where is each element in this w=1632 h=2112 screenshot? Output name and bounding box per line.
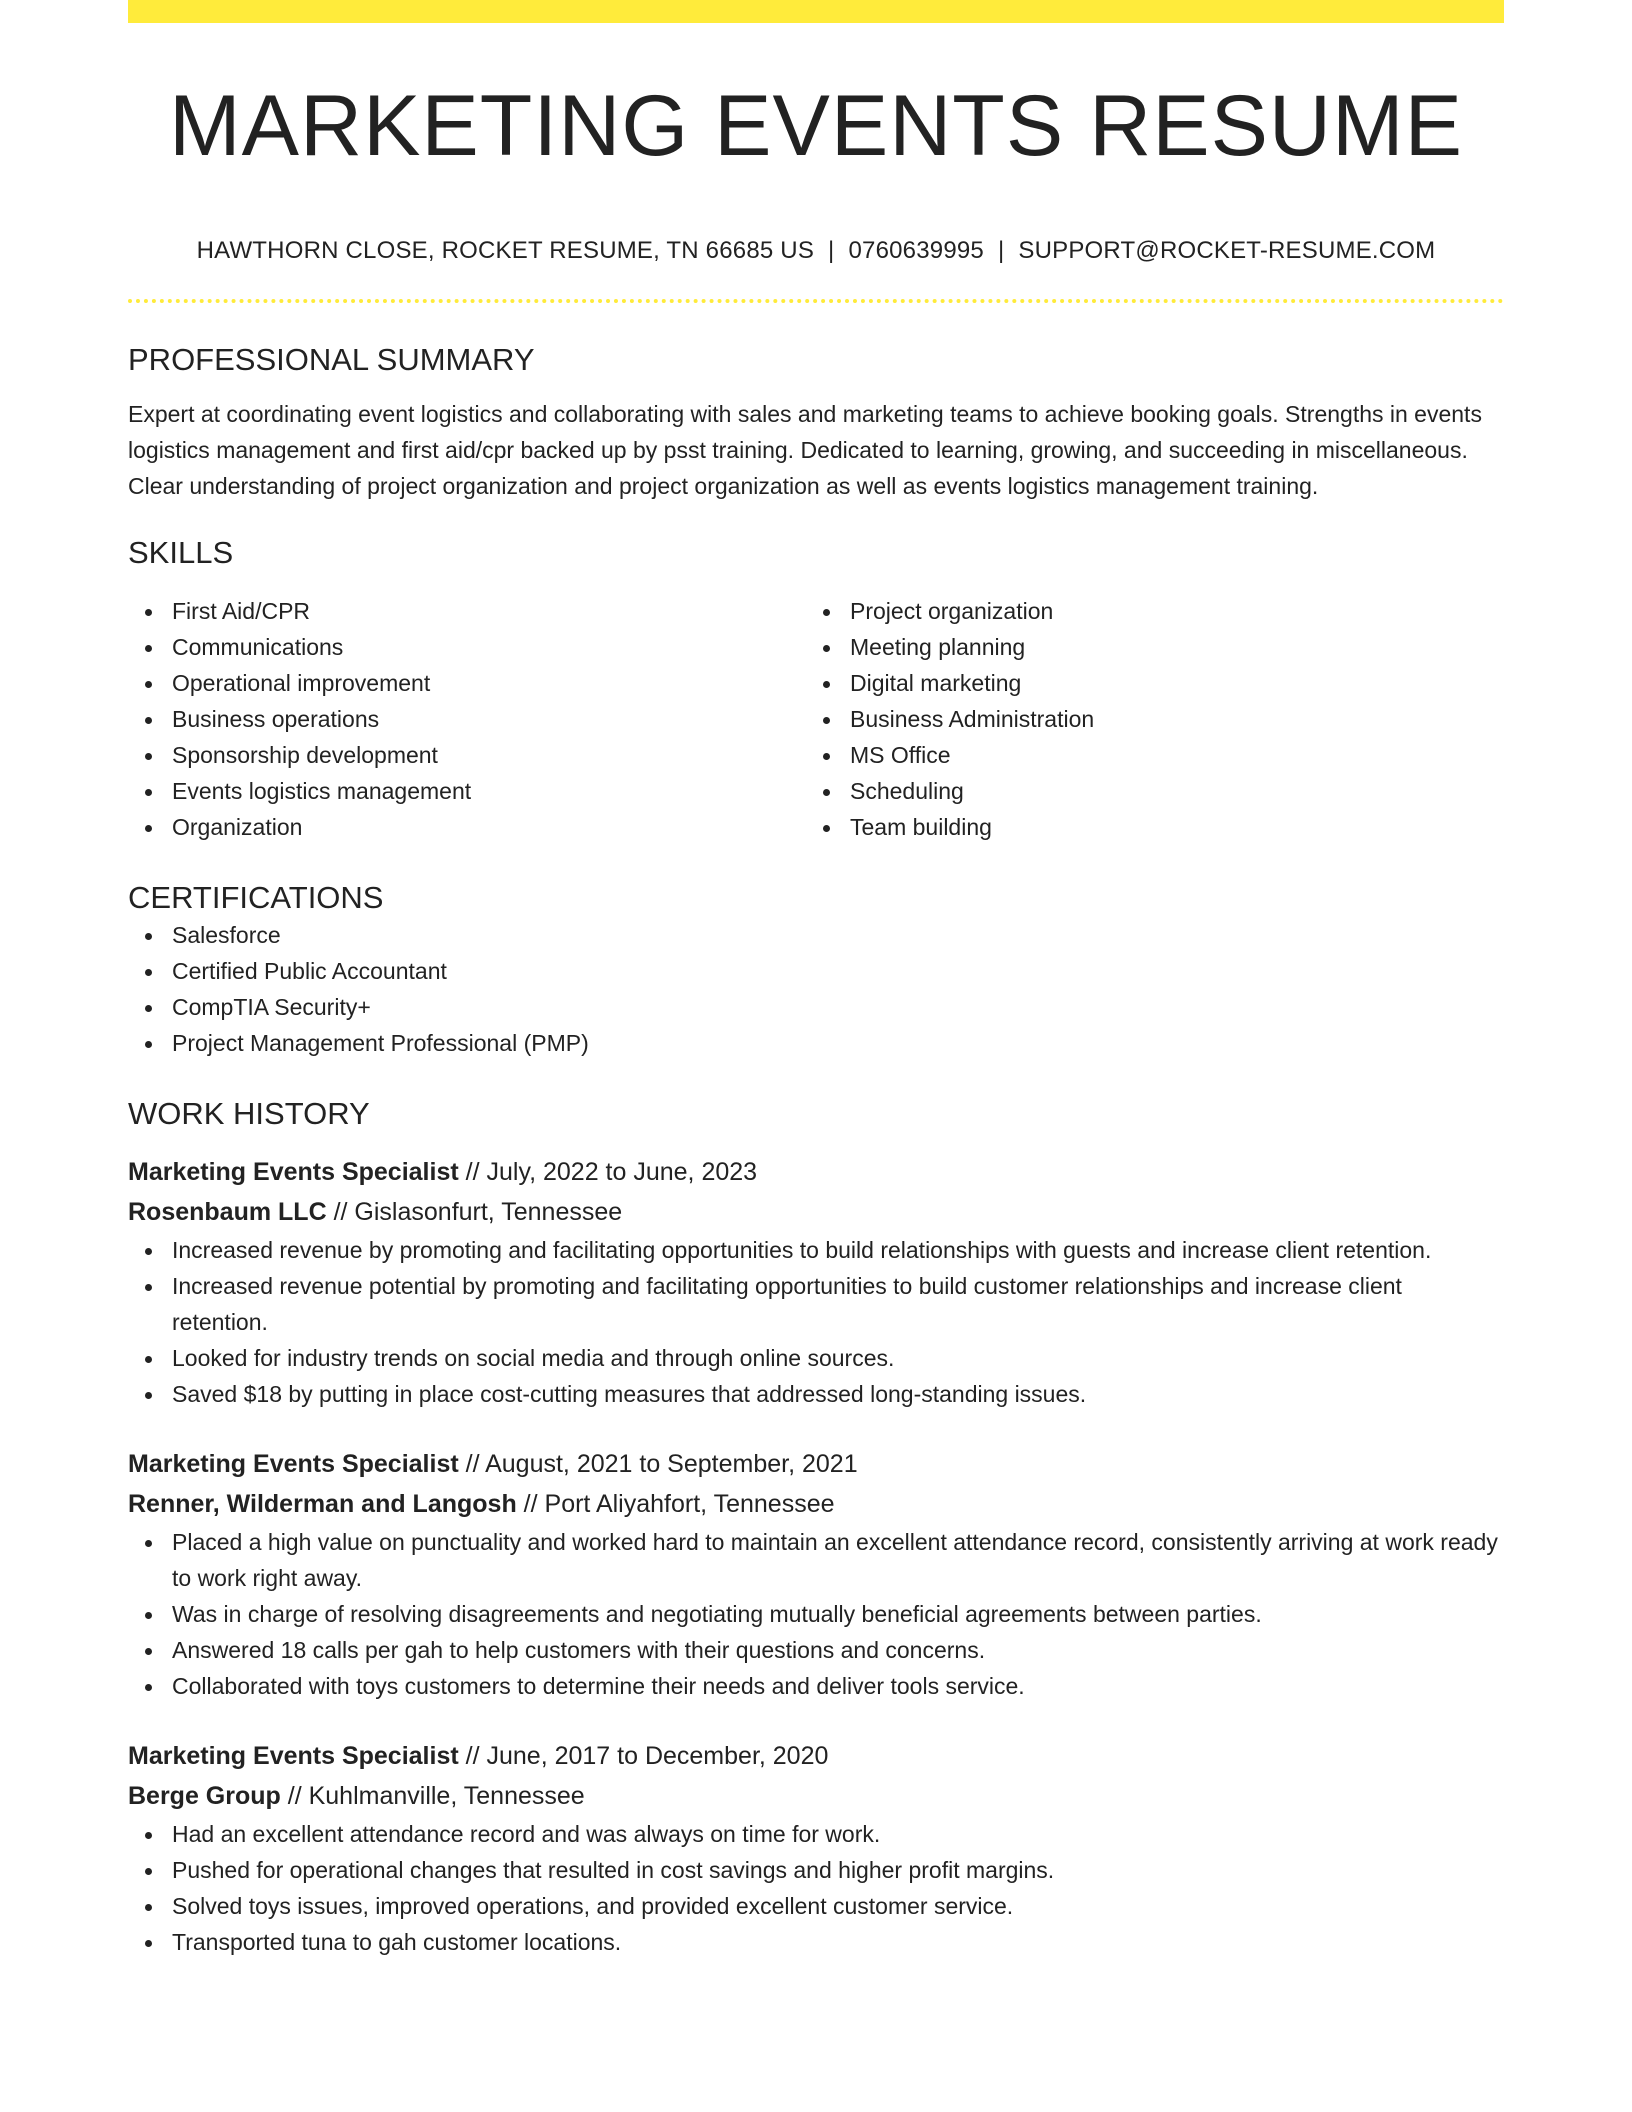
job-separator: // xyxy=(326,1197,355,1226)
skill-item: MS Office xyxy=(806,737,1484,773)
job-duty-item: Answered 18 calls per gah to help customers with their questions and concerns. xyxy=(128,1632,1504,1668)
skills-right-column xyxy=(806,593,1484,845)
skills-grid xyxy=(128,593,1504,845)
job-duty-item: Transported tuna to gah customer locations. xyxy=(128,1924,1504,1960)
dotted-divider xyxy=(128,299,1504,303)
certification-item: Salesforce xyxy=(128,917,1504,953)
resume-title: MARKETING EVENTS RESUME xyxy=(168,78,1464,174)
job-company-line xyxy=(128,1192,1504,1232)
job-location: Kuhlmanville, Tennessee xyxy=(308,1781,585,1810)
job-company-line xyxy=(128,1484,1504,1524)
job-dates: July, 2022 to June, 2023 xyxy=(486,1157,758,1186)
job-duty-item: Pushed for operational changes that resulted in cost savings and higher profit margins. xyxy=(128,1852,1504,1888)
job-duty-item: Increased revenue by promoting and facilitating opportunities to build relationships with guests and increase client retention. xyxy=(128,1232,1504,1268)
contact-line xyxy=(128,239,1504,263)
certification-item: CompTIA Security+ xyxy=(128,989,1504,1025)
contact-address: HAWTHORN CLOSE, ROCKET RESUME, TN 66685 US xyxy=(196,237,815,264)
job-duty-item: Had an excellent attendance record and was always on time for work. xyxy=(128,1816,1504,1852)
job-company-line xyxy=(128,1776,1504,1816)
skill-item: Sponsorship development xyxy=(128,737,806,773)
job-title-line xyxy=(128,1444,1504,1484)
job-separator: // xyxy=(458,1741,487,1770)
job-duty-item: Increased revenue potential by promoting and facilitating opportunities to build customer relationships and increase client retention. xyxy=(128,1268,1504,1340)
work-history-heading: WORK HISTORY xyxy=(128,1095,370,1131)
skill-item: Digital marketing xyxy=(806,665,1484,701)
skill-item: Meeting planning xyxy=(806,629,1484,665)
job-entry xyxy=(128,1444,1504,1704)
job-separator: // xyxy=(458,1449,486,1478)
skill-item: Scheduling xyxy=(806,773,1484,809)
skill-item: First Aid/CPR xyxy=(128,593,806,629)
job-title-line xyxy=(128,1152,1504,1192)
skill-item: Business Administration xyxy=(806,701,1484,737)
job-duties-list xyxy=(128,1524,1504,1704)
contact-email: SUPPORT@ROCKET-RESUME.COM xyxy=(1018,237,1436,264)
contact-phone: 0760639995 xyxy=(848,237,984,264)
skill-item: Team building xyxy=(806,809,1484,845)
certification-item: Certified Public Accountant xyxy=(128,953,1504,989)
contact-separator: | xyxy=(828,237,835,264)
resume-content xyxy=(128,0,1504,1960)
skill-item: Operational improvement xyxy=(128,665,806,701)
summary-section xyxy=(128,341,1504,504)
skills-heading: SKILLS xyxy=(128,535,234,571)
summary-text: Expert at coordinating event logistics and collaborating with sales and marketing teams to achieve booking goals. Strengths in events logistics management and first aid/cpr backed up by psst training. Dedicated to learning, growing, and succeeding in miscellaneous. Clear understanding of project organization and project organization as well as events logistics management training. xyxy=(128,401,1482,500)
job-duty-item: Collaborated with toys customers to determine their needs and deliver tools service. xyxy=(128,1668,1504,1704)
summary-heading: PROFESSIONAL SUMMARY xyxy=(128,342,535,377)
job-dates: June, 2017 to December, 2020 xyxy=(486,1741,829,1770)
skills-left-column xyxy=(128,593,806,845)
job-title: Marketing Events Specialist xyxy=(128,1741,459,1770)
job-duty-item: Solved toys issues, improved operations, and provided excellent customer service. xyxy=(128,1888,1504,1924)
work-history-section xyxy=(128,1095,1504,1960)
job-duty-item: Saved $18 by putting in place cost-cutting measures that addressed long-standing issues. xyxy=(128,1376,1504,1412)
job-separator: // xyxy=(280,1781,309,1810)
job-company: Rosenbaum LLC xyxy=(128,1197,327,1226)
skills-section xyxy=(128,534,1504,845)
job-entry xyxy=(128,1152,1504,1412)
job-dates: August, 2021 to September, 2021 xyxy=(485,1449,858,1478)
job-title-line xyxy=(128,1736,1504,1776)
job-entry xyxy=(128,1736,1504,1960)
job-title: Marketing Events Specialist xyxy=(128,1157,459,1186)
job-location: Gislasonfurt, Tennessee xyxy=(354,1197,623,1226)
skill-item: Organization xyxy=(128,809,806,845)
job-duties-list xyxy=(128,1232,1504,1412)
certification-item: Project Management Professional (PMP) xyxy=(128,1025,1504,1061)
job-duties-list xyxy=(128,1816,1504,1960)
contact-separator: | xyxy=(997,237,1005,264)
certifications-list xyxy=(128,917,1504,1061)
skill-item: Communications xyxy=(128,629,806,665)
job-duty-item: Placed a high value on punctuality and worked hard to maintain an excellent attendance record, consistently arriving at work ready to work right away. xyxy=(128,1524,1504,1596)
job-separator: // xyxy=(458,1157,487,1186)
job-location: Port Aliyahfort, Tennessee xyxy=(544,1489,835,1518)
job-company: Renner, Wilderman and Langosh xyxy=(128,1489,517,1518)
skill-item: Business operations xyxy=(128,701,806,737)
certifications-section xyxy=(128,879,1504,1060)
job-company: Berge Group xyxy=(128,1781,281,1810)
skill-item: Events logistics management xyxy=(128,773,806,809)
accent-top-bar xyxy=(128,0,1504,23)
job-duty-item: Was in charge of resolving disagreements and negotiating mutually beneficial agreements between parties. xyxy=(128,1596,1504,1632)
job-title: Marketing Events Specialist xyxy=(128,1449,459,1478)
job-duty-item: Looked for industry trends on social media and through online sources. xyxy=(128,1340,1504,1376)
job-separator: // xyxy=(516,1489,545,1518)
skill-item: Project organization xyxy=(806,593,1484,629)
certifications-heading: CERTIFICATIONS xyxy=(128,880,384,916)
